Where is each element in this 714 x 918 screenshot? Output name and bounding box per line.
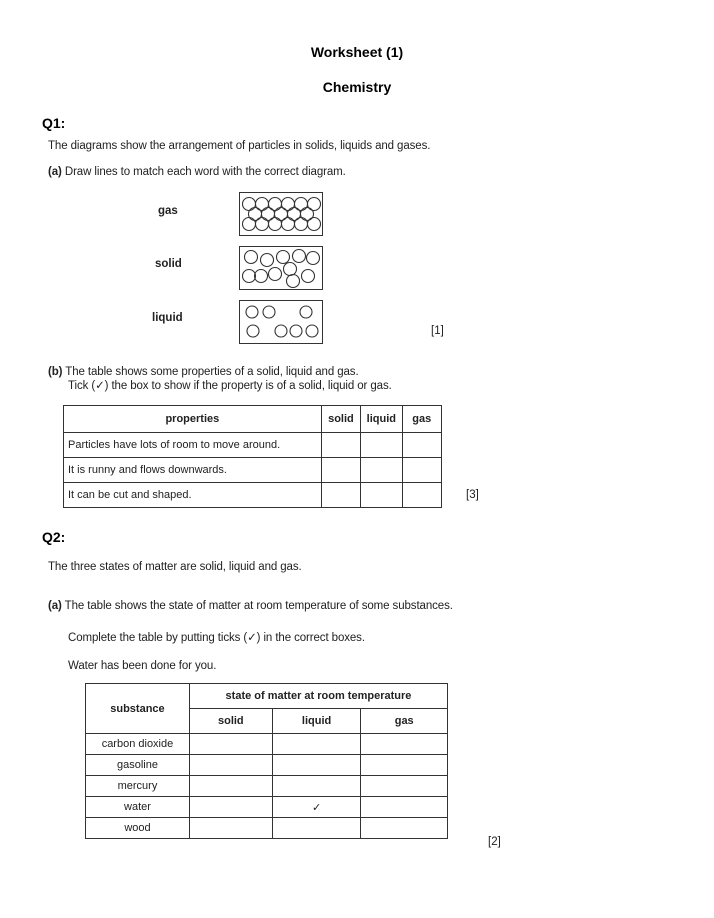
q2-part-a-text: The table shows the state of matter at room temperature of some substances. [64,600,453,612]
table-header-row [86,684,448,709]
tick-box[interactable] [361,734,448,755]
tick-box[interactable] [189,734,272,755]
tick-box[interactable] [361,433,402,458]
col-gas: gas [361,709,448,734]
tick-box[interactable] [402,458,441,483]
tick-box[interactable] [321,458,360,483]
substance-cell: wood [86,818,190,839]
substance-cell: water [86,797,190,818]
col-liquid: liquid [361,406,402,433]
q1-part-b [48,366,359,378]
col-gas: gas [402,406,441,433]
q2-part-a [48,600,453,612]
table-row [64,433,442,458]
property-cell: It can be cut and shaped. [64,483,322,508]
tick-box[interactable] [321,433,360,458]
property-cell: It is runny and flows downwards. [64,458,322,483]
tick-box[interactable] [361,755,448,776]
table-row [86,755,448,776]
q1-part-b-line1: The table shows some properties of a solid, liquid and gas. [65,366,359,378]
table-row [86,734,448,755]
col-group-state: state of matter at room temperature [189,684,447,709]
table-row [86,818,448,839]
word-gas: gas [158,205,178,217]
tick-box[interactable] [189,797,272,818]
table-header-row [64,406,442,433]
table-row [64,458,442,483]
tick-box[interactable] [361,818,448,839]
tick-box[interactable] [321,483,360,508]
tick-box[interactable] [361,776,448,797]
diagram-random-close [239,246,323,290]
tick-box[interactable] [272,818,361,839]
q2-heading: Q2: [42,529,66,545]
q1-part-a-label: (a) [48,166,62,178]
worksheet-title: Worksheet (1) [310,44,404,60]
properties-table [63,405,442,508]
random-close-particles-graphic [240,247,322,289]
word-solid: solid [155,258,182,270]
table-row [86,797,448,818]
q1-part-b-label: (b) [48,366,63,378]
q1-part-a [48,166,346,178]
tick-box[interactable] [272,755,361,776]
tick-box[interactable] [189,818,272,839]
q1-intro: The diagrams show the arrangement of particles in solids, liquids and gases. [48,140,431,152]
mark-q1b: [3] [466,489,479,501]
table-row [64,483,442,508]
q2-note: Water has been done for you. [68,660,217,672]
q1-part-b-line2: Tick (✓) the box to show if the property is of a solid, liquid or gas. [68,380,392,392]
col-substance: substance [86,684,190,734]
tick-box[interactable] [361,797,448,818]
table-row [86,776,448,797]
col-solid: solid [189,709,272,734]
tick-box[interactable] [189,776,272,797]
q2-instruction: Complete the table by putting ticks (✓) in the correct boxes. [68,632,365,644]
col-liquid: liquid [272,709,361,734]
packed-particles-graphic [240,193,322,235]
substance-cell: gasoline [86,755,190,776]
q1-heading: Q1: [42,115,66,131]
spread-particles-graphic [240,301,322,343]
substance-cell: mercury [86,776,190,797]
q2-intro: The three states of matter are solid, liquid and gas. [48,561,302,573]
diagram-spread-out [239,300,323,344]
tick-box[interactable] [189,755,272,776]
tick-box[interactable] [402,433,441,458]
tick-box-checked[interactable]: ✓ [272,797,361,818]
mark-q2: [2] [488,836,501,848]
q2-part-a-label: (a) [48,600,62,612]
tick-box[interactable] [272,776,361,797]
substance-cell: carbon dioxide [86,734,190,755]
tick-box[interactable] [272,734,361,755]
q1-part-a-text: Draw lines to match each word with the correct diagram. [64,166,346,178]
mark-q1a: [1] [431,325,444,337]
property-cell: Particles have lots of room to move around. [64,433,322,458]
tick-box[interactable] [402,483,441,508]
col-solid: solid [321,406,360,433]
diagram-closely-packed [239,192,323,236]
subject-title: Chemistry [322,79,392,95]
word-liquid: liquid [152,312,183,324]
tick-box[interactable] [361,458,402,483]
col-properties: properties [64,406,322,433]
states-table [85,683,448,839]
tick-box[interactable] [361,483,402,508]
